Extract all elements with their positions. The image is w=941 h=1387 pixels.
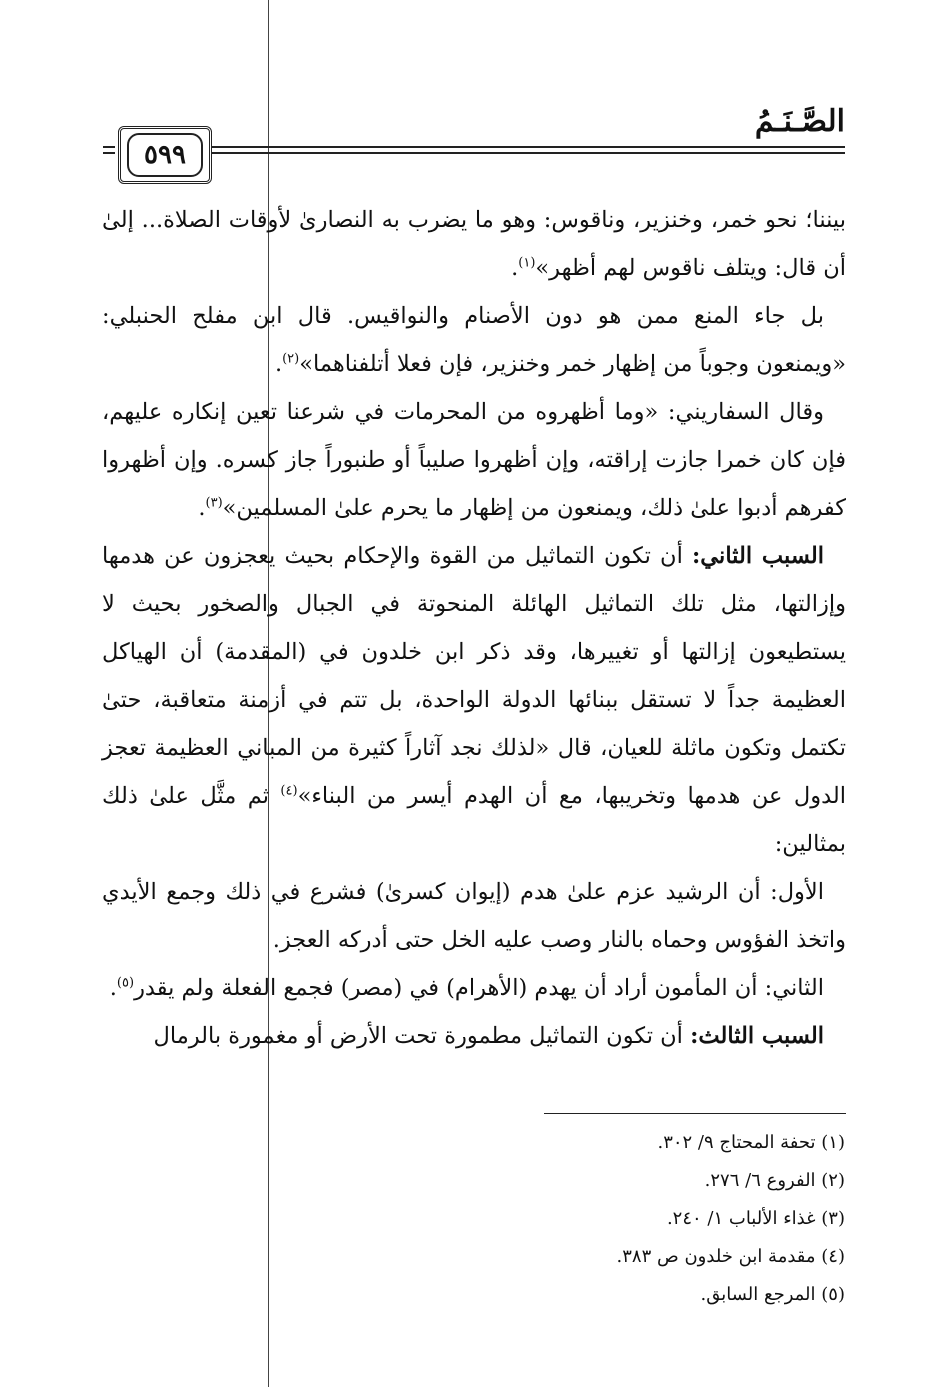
paragraph-end: . (511, 255, 519, 281)
paragraph (102, 964, 846, 1012)
paragraph (102, 196, 846, 292)
paragraph (102, 388, 846, 532)
body-text (102, 196, 846, 1060)
paragraph (102, 532, 846, 868)
footnote: (٣) غذاء الألباب ١/ ٢٤٠. (666, 1208, 845, 1229)
paragraph-text: الثاني: أن المأمون أراد أن يهدم (الأهرام) في (مصر) فجمع الفعلة ولم يقدر (134, 975, 824, 1001)
footnote-ref: (٣) (205, 495, 223, 511)
footnote-ref: (٥) (116, 975, 135, 991)
paragraph-end: ثم مثَّل علىٰ ذلك بمثالين: (102, 783, 846, 857)
footnote-ref: (١) (518, 255, 536, 271)
footnote-ref: (٢) (282, 351, 300, 367)
page-number-frame (118, 126, 212, 184)
footnote: (٢) الفروع ٦/ ٢٧٦. (704, 1170, 845, 1191)
paragraph (102, 1012, 846, 1060)
paragraph-text: بل جاء المنع ممن هو دون الأصنام والنواقيس. قال ابن مفلح الحنبلي: «ويمنعون وجوباً من إظهار خمر وخنزير، فإن فعلا أتلفناهما» (102, 303, 846, 377)
header-rule-left-secondary (103, 152, 115, 154)
section-heading: السبب الثالث: (690, 1023, 824, 1049)
paragraph-text: الأول: أن الرشيد عزم علىٰ هدم (إيوان كسرىٰ) فشرع في ذلك وجمع الأيدي واتخذ الفؤوس وحماه بالنار وصب عليه الخل حتى أدركه العجز. (102, 879, 846, 953)
paragraph-text: أن تكون التماثيل من القوة والإحكام بحيث يعجزون عن هدمها وإزالتها، مثل تلك التماثيل الهائلة المنحوتة في الجبال والصخور بحيث لا يستطيعون إزالتها أو تغييرها، وقد ذكر ابن خلدون في (المقدمة) أن الهياكل العظيمة جداً لا تستقل ببنائها الدولة الواحدة، بل تتم في أزمنة متعاقبة، حتىٰ تكتمل وتكون ماثلة للعيان، قال «لذلك نجد آثاراً كثيرة من المباني العظيمة تعجز الدول عن هدمها وتخريبها، مع أن الهدم أيسر من البناء» (102, 543, 846, 809)
paragraph-end: . (198, 495, 206, 521)
paragraph (102, 292, 846, 388)
footnote: (٤) مقدمة ابن خلدون ص ٣٨٣. (616, 1246, 845, 1267)
page-title: الصَّـنَـمُ (754, 104, 845, 139)
footnotes (105, 1124, 845, 1314)
header-rule-left (103, 146, 115, 148)
header-rule (212, 146, 845, 148)
footnote-ref: (٤) (280, 783, 298, 799)
footnote: (٥) المرجع السابق. (700, 1284, 845, 1305)
paragraph-end: . (274, 351, 283, 377)
paragraph-text: بيننا؛ نحو خمر، وخنزير، وناقوس: وهو ما يضرب به النصارىٰ لأوقات الصلاة... إلىٰ أن قال: ويتلف ناقوس لهم أظهر» (102, 207, 846, 281)
paragraph-text: أن تكون التماثيل مطمورة تحت الأرض أو مغمورة بالرمال (153, 1023, 691, 1049)
page-number: ٥٩٩ (127, 133, 203, 177)
footnote: (١) تحفة المحتاج ٩/ ٣٠٢. (657, 1132, 845, 1153)
section-heading: السبب الثاني: (692, 543, 824, 569)
footnote-separator (544, 1113, 846, 1114)
paragraph-text: وقال السفاريني: «وما أظهروه من المحرمات في شرعنا تعين إنكاره عليهم، فإن كان خمرا جازت إراقته، وإن أظهروا صليباً أو طنبوراً جاز كسره. وإن أظهروا كفرهم أدبوا علىٰ ذلك، ويمنعون من إظهار ما يحرم علىٰ المسلمين» (102, 399, 846, 521)
paragraph-end: . (109, 975, 117, 1001)
paragraph (102, 868, 846, 964)
header-rule-secondary (212, 152, 845, 154)
